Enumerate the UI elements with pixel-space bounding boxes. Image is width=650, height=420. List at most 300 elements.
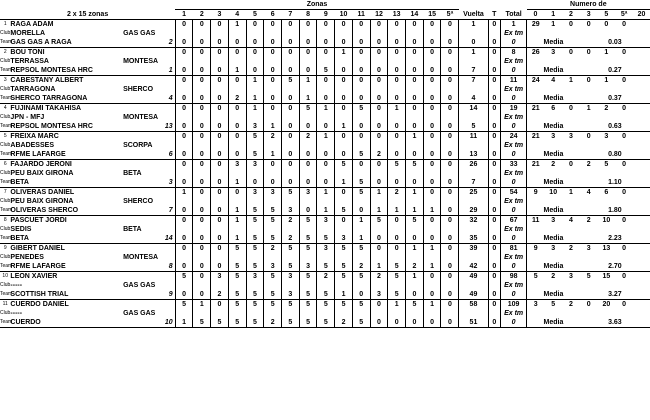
lap1-zone-score: 3 [264,188,282,198]
lap2-zone-score: 0 [317,38,335,48]
lap1-zone-score: 0 [282,160,300,170]
count-cell: 0 [615,244,633,254]
lap1-zone-score: 0 [441,300,459,310]
count-cell: 3 [544,132,562,142]
lap1-zone-score: 3 [211,272,229,282]
club-label: Club [0,254,11,260]
lap2-zone-score: 1 [317,206,335,216]
zone-spacer [406,141,424,150]
count-cell: 21 [527,104,545,114]
lap1-zone-score: 2 [370,272,388,282]
rider-club: SEDIS [10,226,32,233]
rider-team-row [0,206,650,216]
lap1-zone-score: 0 [406,20,424,30]
rider-row [0,104,650,114]
lap1-zone-score: 0 [175,244,193,254]
lap1-zone-score: 0 [246,20,264,30]
zone-spacer [317,169,335,178]
lap2-zone-score: 0 [388,150,406,160]
lap2-zone-score: 0 [423,234,441,244]
lap2-total: 13 [459,150,488,160]
zone-spacer [335,85,353,94]
zone-spacer [406,253,424,262]
count-cell: 1 [562,188,580,198]
lap1-zone-score: 0 [175,48,193,58]
zone-spacer [352,281,370,290]
media-value: 3.27 [580,290,650,300]
count-cell: 11 [527,216,545,226]
zone-spacer [264,29,282,38]
numero-col-header: 5 [598,10,616,20]
lap2-time-penalty: 0 [488,234,501,244]
numero-de-header: Numero de [527,0,650,10]
count-cell: 2 [562,244,580,254]
count-cell: 0 [615,188,633,198]
club-label: Club [0,58,11,64]
t-spacer [488,309,501,318]
numero-col-header: 3 [580,10,598,20]
lap1-zone-score: 0 [352,160,370,170]
zone-spacer [406,29,424,38]
vuelta-spacer [459,169,488,178]
lap1-time-penalty: 0 [488,132,501,142]
lap2-zone-score: 0 [423,38,441,48]
count-cell: 1 [598,48,616,58]
zone-spacer [423,29,441,38]
lap2-total: 29 [459,206,488,216]
count-cell [633,20,650,30]
count-cell: 0 [580,300,598,310]
t-spacer [488,197,501,206]
lap1-zone-score: 5 [228,244,246,254]
lap2-zone-score: 2 [335,318,353,328]
lap1-zone-score: 0 [264,104,282,114]
zone-spacer [441,253,459,262]
zone-spacer [175,169,193,178]
zone-spacer [352,197,370,206]
ex-tm-value: 0 [501,150,527,160]
lap2-zone-score: 0 [388,122,406,132]
media-value: 0.37 [580,94,650,104]
ex-tm-value: 0 [501,318,527,328]
lap1-zone-score: 0 [175,20,193,30]
zone-spacer [388,253,406,262]
lap1-zone-score: 5 [264,272,282,282]
lap2-zone-score: 0 [352,94,370,104]
rider-team-row [0,66,650,76]
count-cell: 0 [615,272,633,282]
lap2-zone-score: 0 [370,66,388,76]
lap1-zone-score: 5 [370,216,388,226]
lap2-total: 7 [459,178,488,188]
count-cell: 9 [527,188,545,198]
zone-spacer [406,169,424,178]
lap1-zone-score: 0 [246,48,264,58]
zone-spacer [246,281,264,290]
lap2-total: 51 [459,318,488,328]
zone-spacer [211,225,229,234]
lap2-zone-score: 1 [352,234,370,244]
zone-spacer [211,309,229,318]
lap2-zone-score: 0 [299,38,317,48]
lap1-zone-score: 1 [406,272,424,282]
t-spacer [488,141,501,150]
ex-tm-value: 0 [501,178,527,188]
lap1-zone-score: 0 [370,160,388,170]
lap1-time-penalty: 0 [488,160,501,170]
count-cell: 6 [544,104,562,114]
rider-club-row [0,309,650,318]
zone-spacer [264,57,282,66]
zone-spacer [423,253,441,262]
count-cell: 3 [544,244,562,254]
zone-spacer [423,141,441,150]
numero-col-header: 20 [633,10,650,20]
vuelta-header: Vuelta [459,10,488,20]
club-label: Club [0,282,11,288]
lap1-zone-score: 0 [175,104,193,114]
lap2-zone-score: 5 [335,262,353,272]
lap2-zone-score: 1 [423,206,441,216]
lap1-zone-score: 0 [211,20,229,30]
lap2-zone-score: 3 [335,234,353,244]
zone-spacer [441,57,459,66]
lap2-zone-score: 0 [423,178,441,188]
zone-spacer [335,309,353,318]
zone-spacer [406,197,424,206]
lap2-zone-score: 5 [352,318,370,328]
zone-spacer [335,29,353,38]
count-cell: 4 [580,188,598,198]
lap1-time-penalty: 0 [488,272,501,282]
lap1-zone-score: 0 [228,48,246,58]
vuelta-spacer [459,113,488,122]
lap2-zone-score: 1 [299,94,317,104]
zone-spacer [335,225,353,234]
lap2-zone-score: 0 [175,178,193,188]
zone-spacer [423,197,441,206]
zone-spacer [282,85,300,94]
lap2-zone-score: 5 [335,206,353,216]
lap2-zone-score: 0 [175,150,193,160]
ex-tm-value: 0 [501,94,527,104]
lap2-zone-score: 0 [246,38,264,48]
lap1-zone-score: 5 [282,300,300,310]
lap1-zone-score: 5 [388,272,406,282]
t-spacer [488,85,501,94]
rider-row [0,272,650,282]
count-cell: 0 [615,132,633,142]
media-value: 1.10 [580,178,650,188]
zone-spacer [370,57,388,66]
lap1-zone-score: 0 [423,132,441,142]
zone-spacer [264,309,282,318]
zone-number-header: 6 [264,10,282,20]
vuelta-spacer [459,57,488,66]
lap1-zone-score: 0 [423,272,441,282]
club-label: Club [0,226,11,232]
count-cell: 0 [562,104,580,114]
lap2-zone-score: 3 [282,206,300,216]
rider-moto: SHERCO [123,86,154,93]
lap1-zone-score: 5 [406,216,424,226]
zone-spacer [406,57,424,66]
lap2-zone-score: 5 [193,318,211,328]
zone-spacer [246,253,264,262]
rider-team: GAS GAS A RAGA [10,38,123,48]
lap1-zone-score: 5 [299,216,317,226]
club-label: Club [0,30,11,36]
count-cell: 0 [615,216,633,226]
team-label: Team [0,234,10,244]
zone-spacer [264,169,282,178]
lap2-zone-score: 0 [211,94,229,104]
zone-spacer [299,113,317,122]
zone-spacer [370,281,388,290]
count-spacer [527,225,650,234]
zone-spacer [193,141,211,150]
ex-tm-value: 0 [501,234,527,244]
lap1-zone-score: 5 [246,132,264,142]
zone-spacer [228,253,246,262]
zone-spacer [175,281,193,290]
rider-club: ----- [10,310,23,317]
lap1-total: 49 [459,272,488,282]
lap1-zone-score: 3 [246,272,264,282]
lap2-time-penalty: 0 [488,66,501,76]
lap2-zone-score: 0 [317,150,335,160]
lap1-zone-score: 3 [299,188,317,198]
rider-moto: SCORPA [123,142,153,149]
team-label: Team [0,290,10,300]
rider-club: TERRASSA [10,58,49,65]
lap1-zone-score: 0 [211,104,229,114]
lap2-zone-score: 0 [299,122,317,132]
count-cell [633,76,650,86]
lap2-zone-score: 0 [264,94,282,104]
count-cell: 5 [580,272,598,282]
zone-spacer [228,197,246,206]
zone-spacer [388,141,406,150]
zone-spacer [299,57,317,66]
rider-total: 81 [501,244,527,254]
lap1-zone-score: 0 [264,48,282,58]
zone-spacer [211,141,229,150]
count-cell: 0 [615,48,633,58]
lap2-zone-score: 1 [228,178,246,188]
zone-spacer [317,225,335,234]
lap1-zone-score: 0 [282,104,300,114]
zone-spacer [317,85,335,94]
count-cell: 0 [580,132,598,142]
rider-position: 10 [0,272,10,282]
lap2-zone-score: 5 [317,290,335,300]
zone-number-header: 15 [423,10,441,20]
lap2-zone-score: 5 [246,206,264,216]
zone-spacer [193,197,211,206]
zone-spacer [388,85,406,94]
lap1-zone-score: 5 [246,300,264,310]
zone-number-header: 5ª [441,10,459,20]
lap1-zone-score: 0 [388,48,406,58]
lap2-zone-score: 3 [246,122,264,132]
lap1-zone-score: 2 [299,132,317,142]
rider-club-row [0,141,650,150]
lap2-total: 0 [459,38,488,48]
count-cell: 1 [580,104,598,114]
lap1-zone-score: 1 [193,300,211,310]
team-label: Team [0,38,10,48]
lap1-zone-score: 2 [317,272,335,282]
lap2-zone-score: 0 [406,66,424,76]
lap2-zone-score: 5 [246,318,264,328]
count-cell: 3 [580,244,598,254]
zone-spacer [282,113,300,122]
lap1-time-penalty: 0 [488,20,501,30]
zone-spacer [264,113,282,122]
team-label: Team [0,66,10,76]
zone-spacer [175,253,193,262]
header-row-1 [0,0,650,10]
zone-spacer [441,309,459,318]
lap2-zone-score: 1 [370,206,388,216]
lap2-zone-score: 5 [228,290,246,300]
rider-row [0,132,650,142]
zone-spacer [370,113,388,122]
rider-total: 67 [501,216,527,226]
lap1-zone-score: 0 [441,272,459,282]
lap1-zone-score: 0 [423,104,441,114]
rider-name: FAJARDO JERONI [10,160,175,170]
lap1-zone-score: 0 [388,20,406,30]
media-value: 2.23 [580,234,650,244]
rider-club-row [0,253,650,262]
lap2-zone-score: 0 [299,206,317,216]
lap1-zone-score: 0 [370,48,388,58]
t-spacer [488,113,501,122]
zone-spacer [228,309,246,318]
lap2-zone-score: 0 [441,122,459,132]
lap2-total: 35 [459,234,488,244]
lap1-zone-score: 5 [246,244,264,254]
lap2-zone-score: 5 [246,262,264,272]
count-cell: 0 [615,104,633,114]
zone-spacer [423,169,441,178]
zone-spacer [423,309,441,318]
ex-tm-label: Ex tm [501,113,527,122]
rider-moto: MONTESA [123,58,159,65]
lap2-zone-score: 0 [317,94,335,104]
lap1-zone-score: 1 [228,20,246,30]
lap1-zone-score: 3 [228,160,246,170]
lap1-zone-score: 0 [441,48,459,58]
team-label: Team [0,94,10,104]
zone-spacer [228,85,246,94]
lap1-zone-score: 0 [264,160,282,170]
lap2-zone-score: 0 [246,178,264,188]
count-spacer [527,169,650,178]
zone-spacer [352,113,370,122]
rider-name: PASCUET JORDI [10,216,175,226]
lap2-zone-score: 0 [352,66,370,76]
lap1-zone-score: 0 [228,132,246,142]
lap1-zone-score: 5 [388,160,406,170]
lap1-zone-score: 5 [264,216,282,226]
rider-total: 19 [501,104,527,114]
rider-name: CABESTANY ALBERT [10,76,175,86]
lap2-zone-score: 0 [441,206,459,216]
zone-spacer [228,225,246,234]
zone-spacer [388,281,406,290]
lap1-zone-score: 1 [423,244,441,254]
lap2-zone-score: 1 [228,206,246,216]
rider-name: GIBERT DANIEL [10,244,175,254]
lap1-zone-score: 0 [441,132,459,142]
rider-position: 11 [0,300,10,310]
lap1-zone-score: 0 [175,216,193,226]
lap2-zone-score: 0 [228,150,246,160]
zone-spacer [370,169,388,178]
lap2-zone-score: 1 [264,150,282,160]
lap2-time-penalty: 0 [488,178,501,188]
lap2-zone-score: 1 [246,94,264,104]
lap1-total: 58 [459,300,488,310]
rider-dorsal: 7 [123,206,175,216]
t-spacer [488,57,501,66]
ex-tm-label: Ex tm [501,281,527,290]
zone-spacer [193,253,211,262]
zone-spacer [317,113,335,122]
zone-spacer [370,141,388,150]
lap1-zone-score: 3 [317,216,335,226]
zone-spacer [193,281,211,290]
zone-spacer [211,29,229,38]
lap1-zone-score: 1 [370,188,388,198]
rider-team: REPSOL MONTESA HRC [10,122,123,132]
lap1-total: 14 [459,104,488,114]
lap1-zone-score: 0 [406,48,424,58]
media-value: 0.27 [580,66,650,76]
lap2-zone-score: 5 [388,262,406,272]
count-cell: 9 [527,244,545,254]
zone-spacer [228,281,246,290]
count-cell: 20 [598,300,616,310]
lap2-zone-score: 0 [193,66,211,76]
lap2-zone-score: 0 [282,66,300,76]
lap1-time-penalty: 0 [488,48,501,58]
zone-spacer [228,29,246,38]
lap2-zone-score: 0 [282,178,300,188]
lap1-zone-score: 2 [388,188,406,198]
rider-club: JPN - MFJ [10,114,45,121]
lap1-zone-score: 0 [370,104,388,114]
zone-number-header: 11 [352,10,370,20]
count-cell: 0 [580,20,598,30]
lap1-zone-score: 0 [423,76,441,86]
lap1-zone-score: 2 [264,132,282,142]
media-value: 0.03 [580,38,650,48]
zone-spacer [370,29,388,38]
lap1-zone-score: 0 [282,48,300,58]
lap1-zone-score: 5 [335,272,353,282]
lap2-zone-score: 1 [228,234,246,244]
count-cell: 24 [527,76,545,86]
zone-spacer [317,29,335,38]
ex-tm-value: 0 [501,262,527,272]
zone-spacer [246,169,264,178]
lap1-zone-score: 0 [211,216,229,226]
zone-spacer [317,141,335,150]
